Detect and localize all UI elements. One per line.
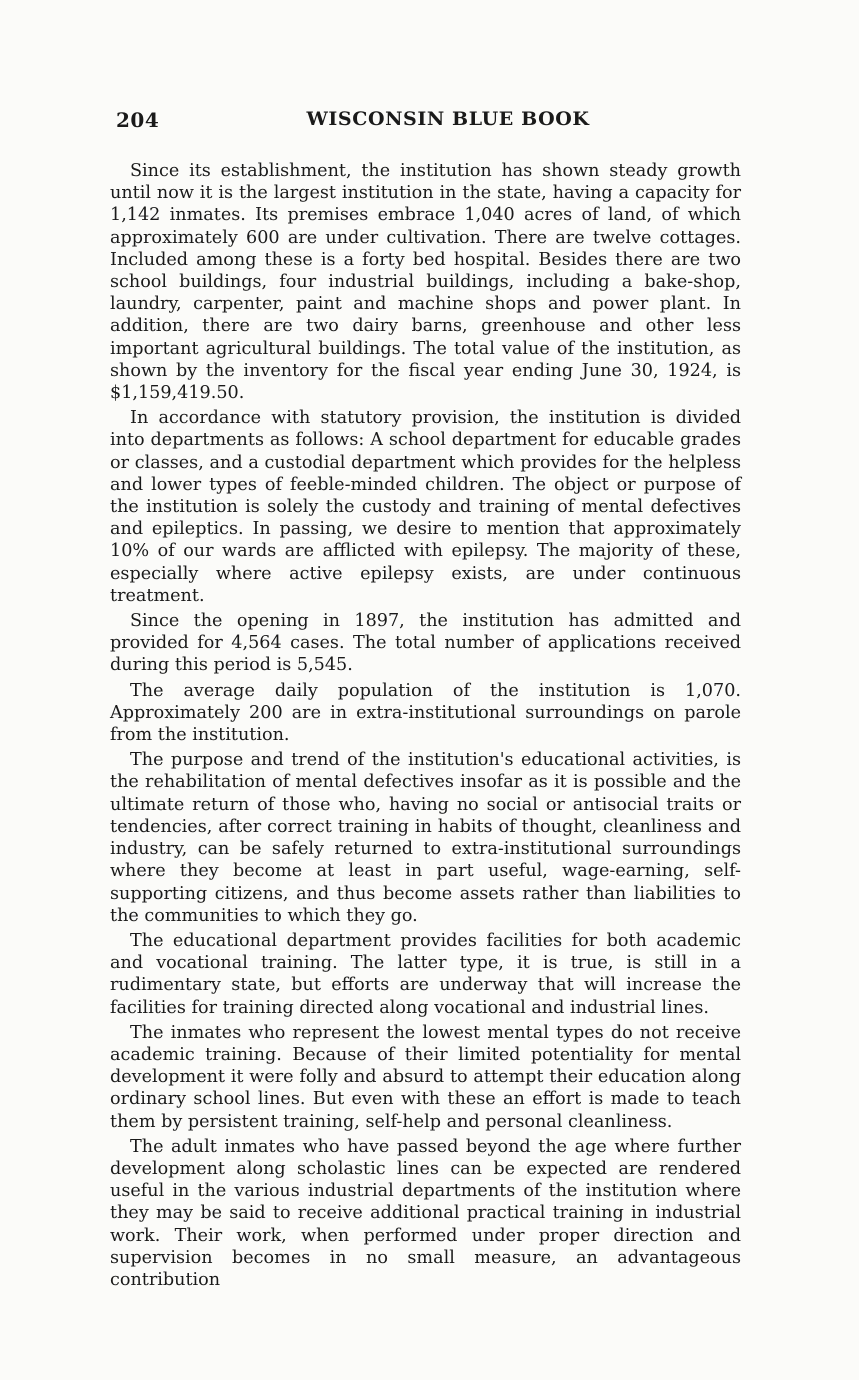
paragraph-population: The average daily population of the institution is 1,070. Approximately 200 are in extra-institutional surroundings on parole from the institution. — [110, 680, 741, 746]
paragraph-departments: In accordance with statutory provision, the institution is divided into departments as follows: A school department for educable grades or classes, and a custodial department which provides for the helpless and lower types of feeble-minded children. The object or purpose of the institution is solely the custody and training of mental defectives and epileptics. In passing, we desire to mention that approximately 10% of our wards are afflicted with epilepsy. The majority of these, especially where active epilepsy exists, are under continuous treatment. — [110, 408, 741, 606]
paragraph-purpose: The purpose and trend of the institution's educational activities, is the rehabilitation of mental defectives insofar as it is possible and the ultimate return of those who, having no social or antisocial traits or tendencies, after correct training in habits of thought, cleanliness and industry, can be safely returned to extra-institutional surroundings where they become at least in part useful, wage-earning, self-supporting citizens, and thus become assets rather than liabilities to the communities to which they go. — [110, 750, 741, 926]
page-header — [113, 108, 743, 136]
paragraph-lowest-types: The inmates who represent the lowest mental types do not receive academic training. Because of their limited potentiality for mental development it were folly and absurd to attempt their education along ordinary school lines. But even with these an effort is made to teach them by persistent training, self-help and personal cleanliness. — [110, 1022, 741, 1132]
paragraph-educational-department: The educational department provides facilities for both academic and vocational training. The latter type, it is true, is still in a rudimentary state, but efforts are underway that will increase the facilities for training directed along vocational and industrial lines. — [110, 930, 741, 1018]
paragraph-adult-inmates: The adult inmates who have passed beyond the age where further development along scholastic lines can be expected are rendered useful in the various industrial departments of the institution where they may be said to receive additional practical training in industrial work. Their work, when performed under proper direction and supervision becomes in no small measure, an advantageous contribution — [110, 1136, 741, 1290]
paragraph-admissions: Since the opening in 1897, the institution has admitted and provided for 4,564 cases. The total number of applications received during this period is 5,545. — [110, 611, 741, 676]
paragraph-establishment: Since its establishment, the institution has shown steady growth until now it is the largest institution in the state, having a capacity for 1,142 inmates. Its premises embrace 1,040 acres of land, of which approximately 600 are under cultivation. There are twelve cottages. Included among these is a forty bed hospital. Besides there are two school buildings, four industrial buildings, including a bake-shop, laundry, carpenter, paint and machine shops and power plant. In addition, there are two dairy barns, greenhouse and other less important agricultural buildings. The total value of the institution, as shown by the inventory for the fiscal year ending June 30, 1924, is $1,159,419.50. — [110, 161, 741, 404]
page-number: 204 — [116, 108, 160, 132]
body-text — [110, 160, 741, 1294]
running-title: WISCONSIN BLUE BOOK — [306, 108, 590, 130]
